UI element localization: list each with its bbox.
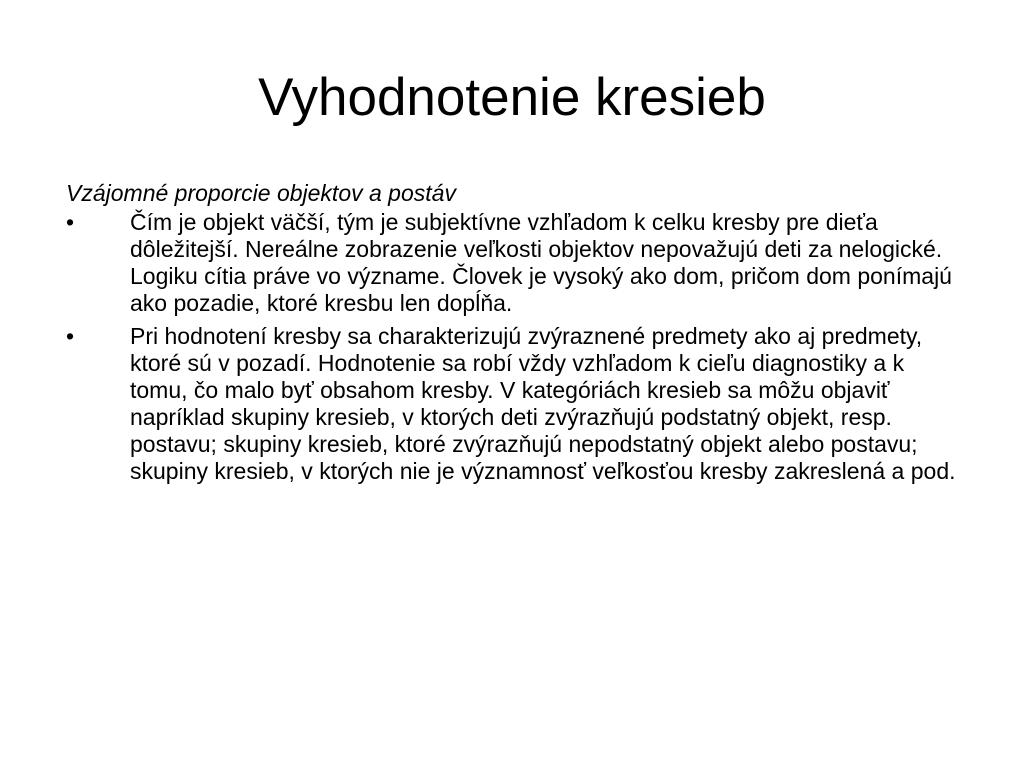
bullet-item bbox=[66, 209, 966, 317]
bullet-text: Čím je objekt väčší, tým je subjektívne vzhľadom k celku kresby pre dieťa dôležitejší. Nereálne zobrazenie veľkosti objektov nepovažujú deti za nelogické. Logiku cítia práve vo význame. Človek je vysoký ako dom, pričom dom ponímajú ako pozadie, ktoré kresbu len dopĺňa. bbox=[130, 209, 952, 316]
slide-title: Vyhodnotenie kresieb bbox=[258, 68, 766, 127]
bullet-icon: • bbox=[66, 209, 75, 235]
bullet-item bbox=[66, 323, 966, 485]
bullet-text: Pri hodnotení kresby sa charakterizujú zvýraznené predmety ako aj predmety, ktoré sú v pozadí. Hodnotenie sa robí vždy vzhľadom k cieľu diagnostiky a k tomu, čo malo byť obsahom kresby. V kategóriách kresieb sa môžu objaviť napríklad skupiny kresieb, v ktorých deti zvýrazňujú podstatný objekt, resp. postavu; skupiny kresieb, ktoré zvýrazňujú nepodstatný objekt alebo postavu; skupiny kresieb, v ktorých nie je významnosť veľkosťou kresby zakreslená a pod. bbox=[130, 323, 956, 484]
bullet-icon: • bbox=[66, 323, 75, 349]
bullet-list bbox=[66, 209, 966, 485]
slide-body bbox=[66, 180, 966, 491]
section-subtitle: Vzájomné proporcie objektov a postáv bbox=[66, 180, 456, 206]
